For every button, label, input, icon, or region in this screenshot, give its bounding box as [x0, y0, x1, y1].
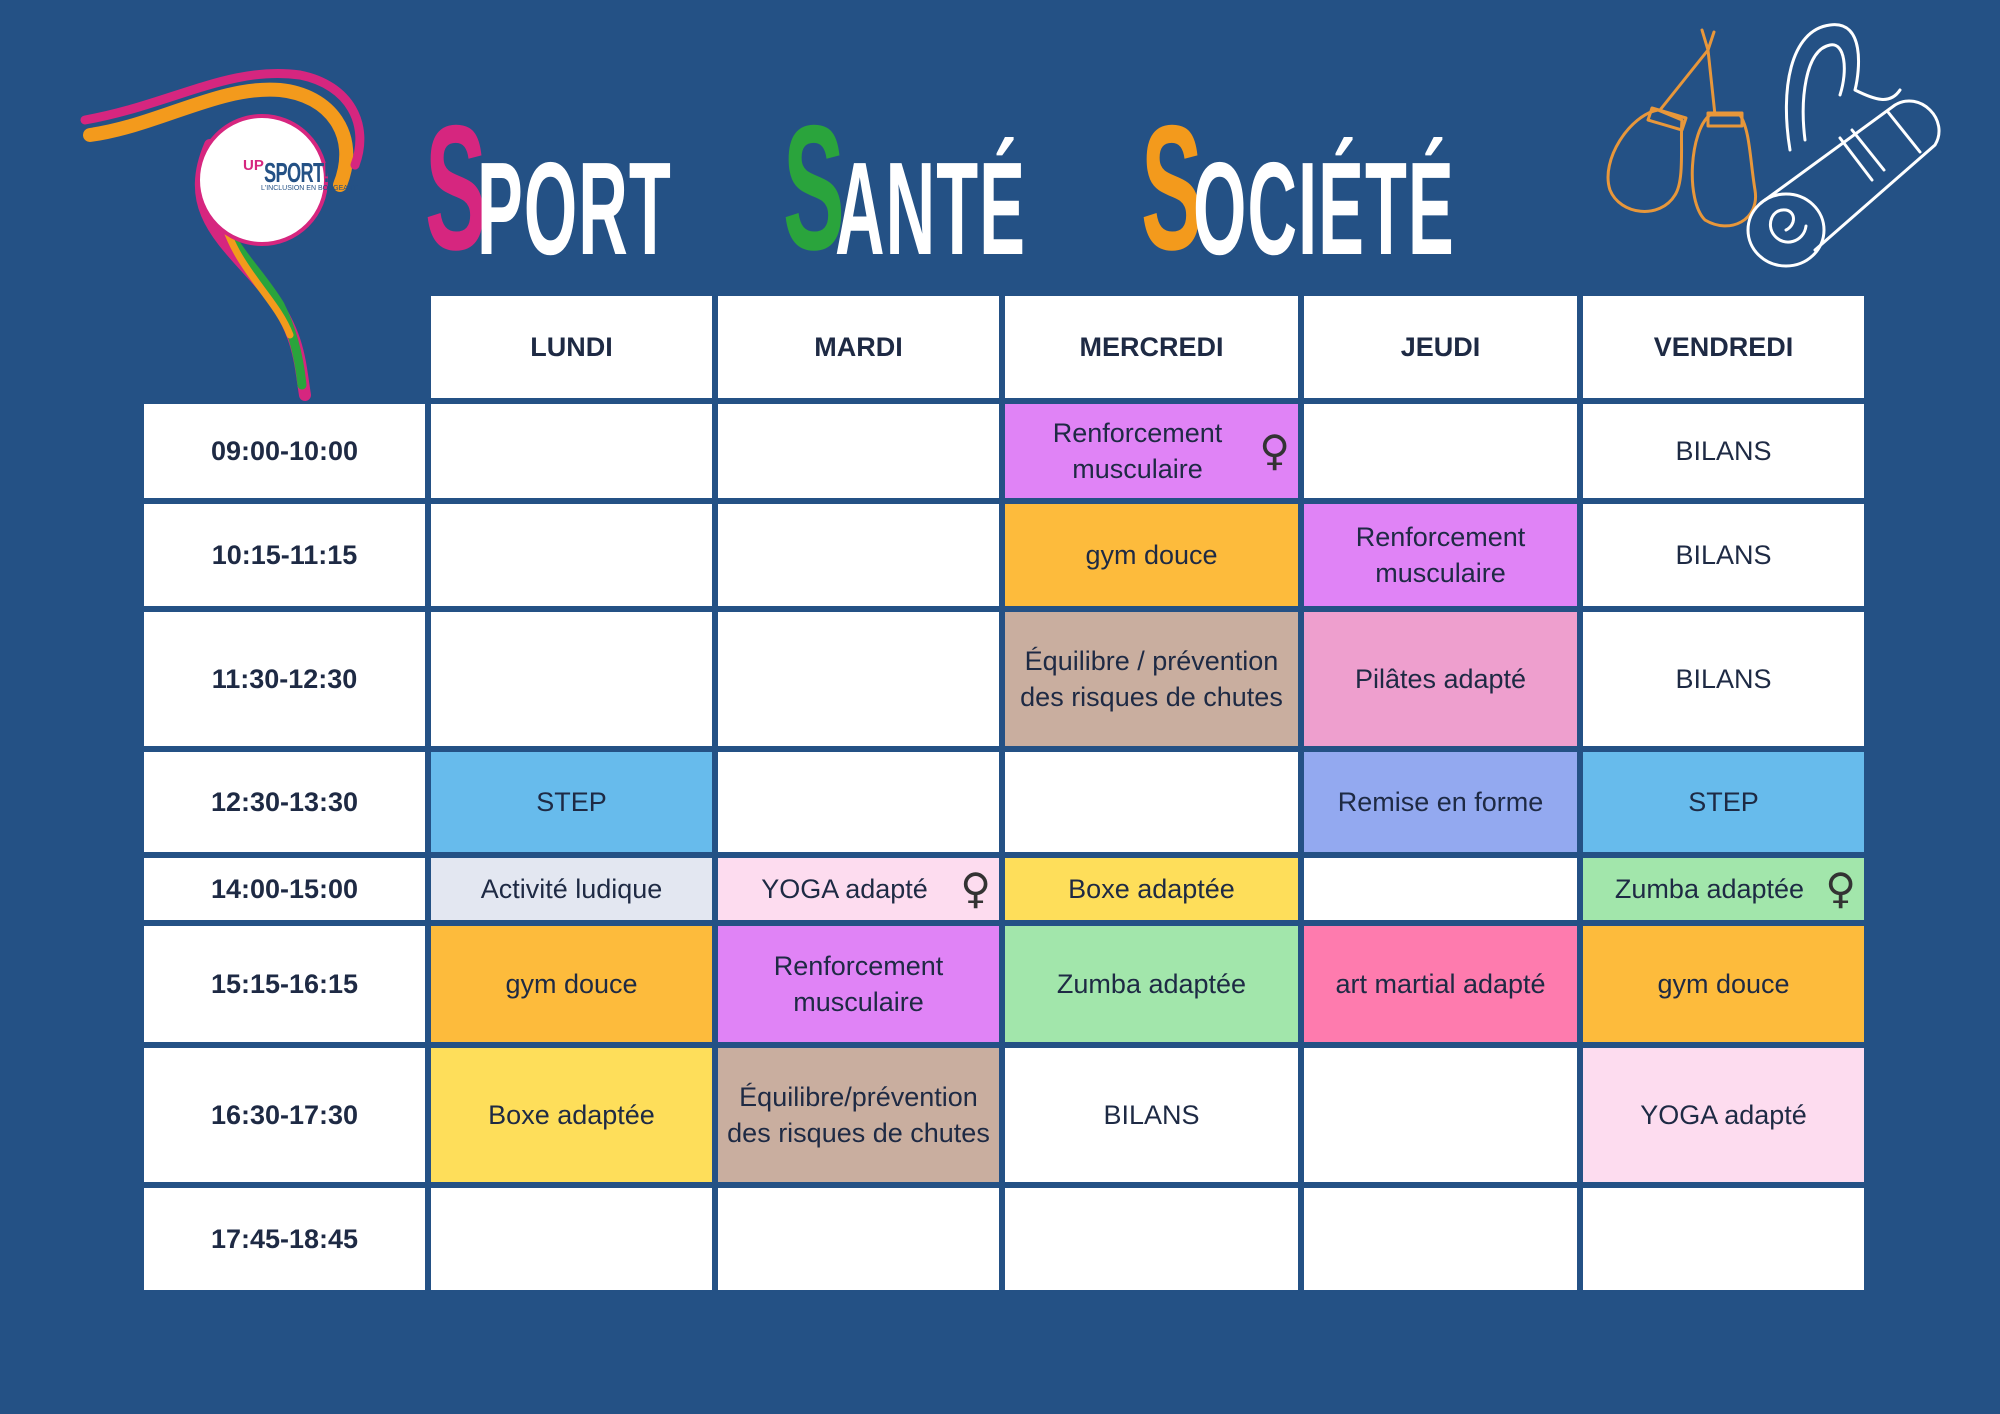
schedule-cell	[718, 752, 999, 852]
schedule-cell	[1304, 926, 1577, 1042]
activity-label: Équilibre / prévention des risques de chutes	[1020, 646, 1283, 712]
page-title	[425, 88, 1519, 287]
activity-label: Activité ludique	[480, 874, 663, 904]
activity-label: Boxe adaptée	[1068, 874, 1235, 904]
title-word-sante	[783, 88, 1063, 287]
female-symbol-icon: ♀	[1259, 426, 1290, 475]
schedule-cell	[1005, 612, 1298, 746]
title-rest: PORT	[477, 135, 672, 282]
schedule-cell	[431, 926, 712, 1042]
schedule-cell	[1304, 752, 1577, 852]
day-header-mercredi: MERCREDI	[1005, 296, 1298, 398]
activity-label: art martial adapté	[1335, 969, 1546, 999]
schedule-cell	[431, 1188, 712, 1290]
boxing-gloves-yoga-mat-illustration	[1590, 20, 1960, 280]
time-slot-label: 11:30-12:30	[144, 612, 425, 746]
time-slot-label: 17:45-18:45	[144, 1188, 425, 1290]
schedule-cell	[1304, 612, 1577, 746]
header-row	[144, 296, 1864, 398]
schedule-cell	[1583, 404, 1864, 498]
activity-label: STEP	[536, 787, 607, 817]
corner-empty	[144, 296, 425, 398]
time-slot-label: 14:00-15:00	[144, 858, 425, 920]
female-symbol-icon: ♀	[960, 864, 991, 913]
schedule-cell	[1583, 1188, 1864, 1290]
schedule-row	[144, 404, 1864, 498]
schedule-row	[144, 612, 1864, 746]
schedule-cell	[1005, 1048, 1298, 1182]
schedule-cell	[718, 1048, 999, 1182]
activity-label: YOGA adapté	[1640, 1100, 1807, 1130]
title-rest: OCIÉTÉ	[1193, 135, 1455, 282]
schedule-cell	[1304, 1188, 1577, 1290]
logo-sport: SPORT!	[263, 157, 329, 188]
schedule-cell	[1005, 858, 1298, 920]
schedule-row	[144, 752, 1864, 852]
schedule-row	[144, 1188, 1864, 1290]
day-header-jeudi: JEUDI	[1304, 296, 1577, 398]
title-word-sport	[425, 88, 705, 287]
activity-label: Renforcement musculaire	[773, 951, 944, 1017]
activity-label: Zumba adaptée	[1056, 969, 1247, 999]
schedule-cell	[1005, 752, 1298, 852]
title-cap-s: S	[425, 88, 488, 287]
schedule-cell	[718, 612, 999, 746]
activity-label: Boxe adaptée	[488, 1100, 655, 1130]
schedule-cell	[1583, 752, 1864, 852]
activity-label: Pilâtes adapté	[1354, 664, 1527, 694]
activity-label: BILANS	[1675, 664, 1772, 694]
title-cap-s: S	[1141, 88, 1204, 287]
schedule-cell	[1583, 612, 1864, 746]
schedule-cell	[1304, 1048, 1577, 1182]
schedule-cell	[718, 504, 999, 606]
schedule-cell	[431, 404, 712, 498]
activity-label: BILANS	[1675, 436, 1772, 466]
schedule-cell	[1583, 926, 1864, 1042]
activity-label: gym douce	[505, 969, 638, 999]
schedule-cell	[1304, 858, 1577, 920]
activity-label: gym douce	[1657, 969, 1790, 999]
time-slot-label: 09:00-10:00	[144, 404, 425, 498]
boxing-gloves-icon	[1608, 30, 1756, 226]
logo-tagline: L'INCLUSION EN BOUGEANT	[261, 185, 358, 192]
activity-label: BILANS	[1103, 1100, 1200, 1130]
schedule-cell	[431, 858, 712, 920]
activity-label: YOGA adapté	[761, 874, 928, 904]
schedule-row	[144, 1048, 1864, 1182]
time-slot-label: 16:30-17:30	[144, 1048, 425, 1182]
schedule-cell	[431, 504, 712, 606]
schedule-cell	[718, 858, 999, 920]
activity-label: Renforcement musculaire	[1355, 522, 1526, 588]
schedule-cell	[1304, 504, 1577, 606]
schedule-cell	[1005, 504, 1298, 606]
activity-label: BILANS	[1675, 540, 1772, 570]
schedule-cell	[1005, 926, 1298, 1042]
logo-up: UP	[243, 157, 264, 174]
weekly-schedule-table	[138, 290, 1870, 1296]
title-rest: ANTÉ	[835, 135, 1027, 282]
female-symbol-icon: ♀	[1825, 864, 1856, 913]
time-slot-label: 12:30-13:30	[144, 752, 425, 852]
title-cap-s: S	[783, 88, 846, 287]
schedule-row	[144, 504, 1864, 606]
time-slot-label: 15:15-16:15	[144, 926, 425, 1042]
schedule-cell	[431, 1048, 712, 1182]
schedule-cell	[1583, 1048, 1864, 1182]
activity-label: gym douce	[1085, 540, 1218, 570]
schedule-cell	[718, 926, 999, 1042]
activity-label: STEP	[1688, 787, 1759, 817]
day-header-mardi: MARDI	[718, 296, 999, 398]
day-header-lundi: LUNDI	[431, 296, 712, 398]
schedule-row	[144, 926, 1864, 1042]
schedule-cell	[1583, 858, 1864, 920]
schedule-cell	[1005, 404, 1298, 498]
activity-label: Équilibre/prévention des risques de chutes	[727, 1082, 990, 1148]
schedule-cell	[1005, 1188, 1298, 1290]
activity-label: Remise en forme	[1337, 787, 1544, 817]
schedule-cell	[431, 752, 712, 852]
schedule-cell	[1583, 504, 1864, 606]
schedule-cell	[1304, 404, 1577, 498]
schedule-cell	[431, 612, 712, 746]
activity-label: Zumba adaptée	[1614, 874, 1805, 904]
schedule-cell	[718, 1188, 999, 1290]
title-word-societe	[1141, 88, 1455, 287]
schedule-row	[144, 858, 1864, 920]
schedule-cell	[718, 404, 999, 498]
day-header-vendredi: VENDREDI	[1583, 296, 1864, 398]
time-slot-label: 10:15-11:15	[144, 504, 425, 606]
activity-label: Renforcement musculaire	[1052, 418, 1223, 484]
yoga-mat-icon	[1748, 25, 1939, 266]
